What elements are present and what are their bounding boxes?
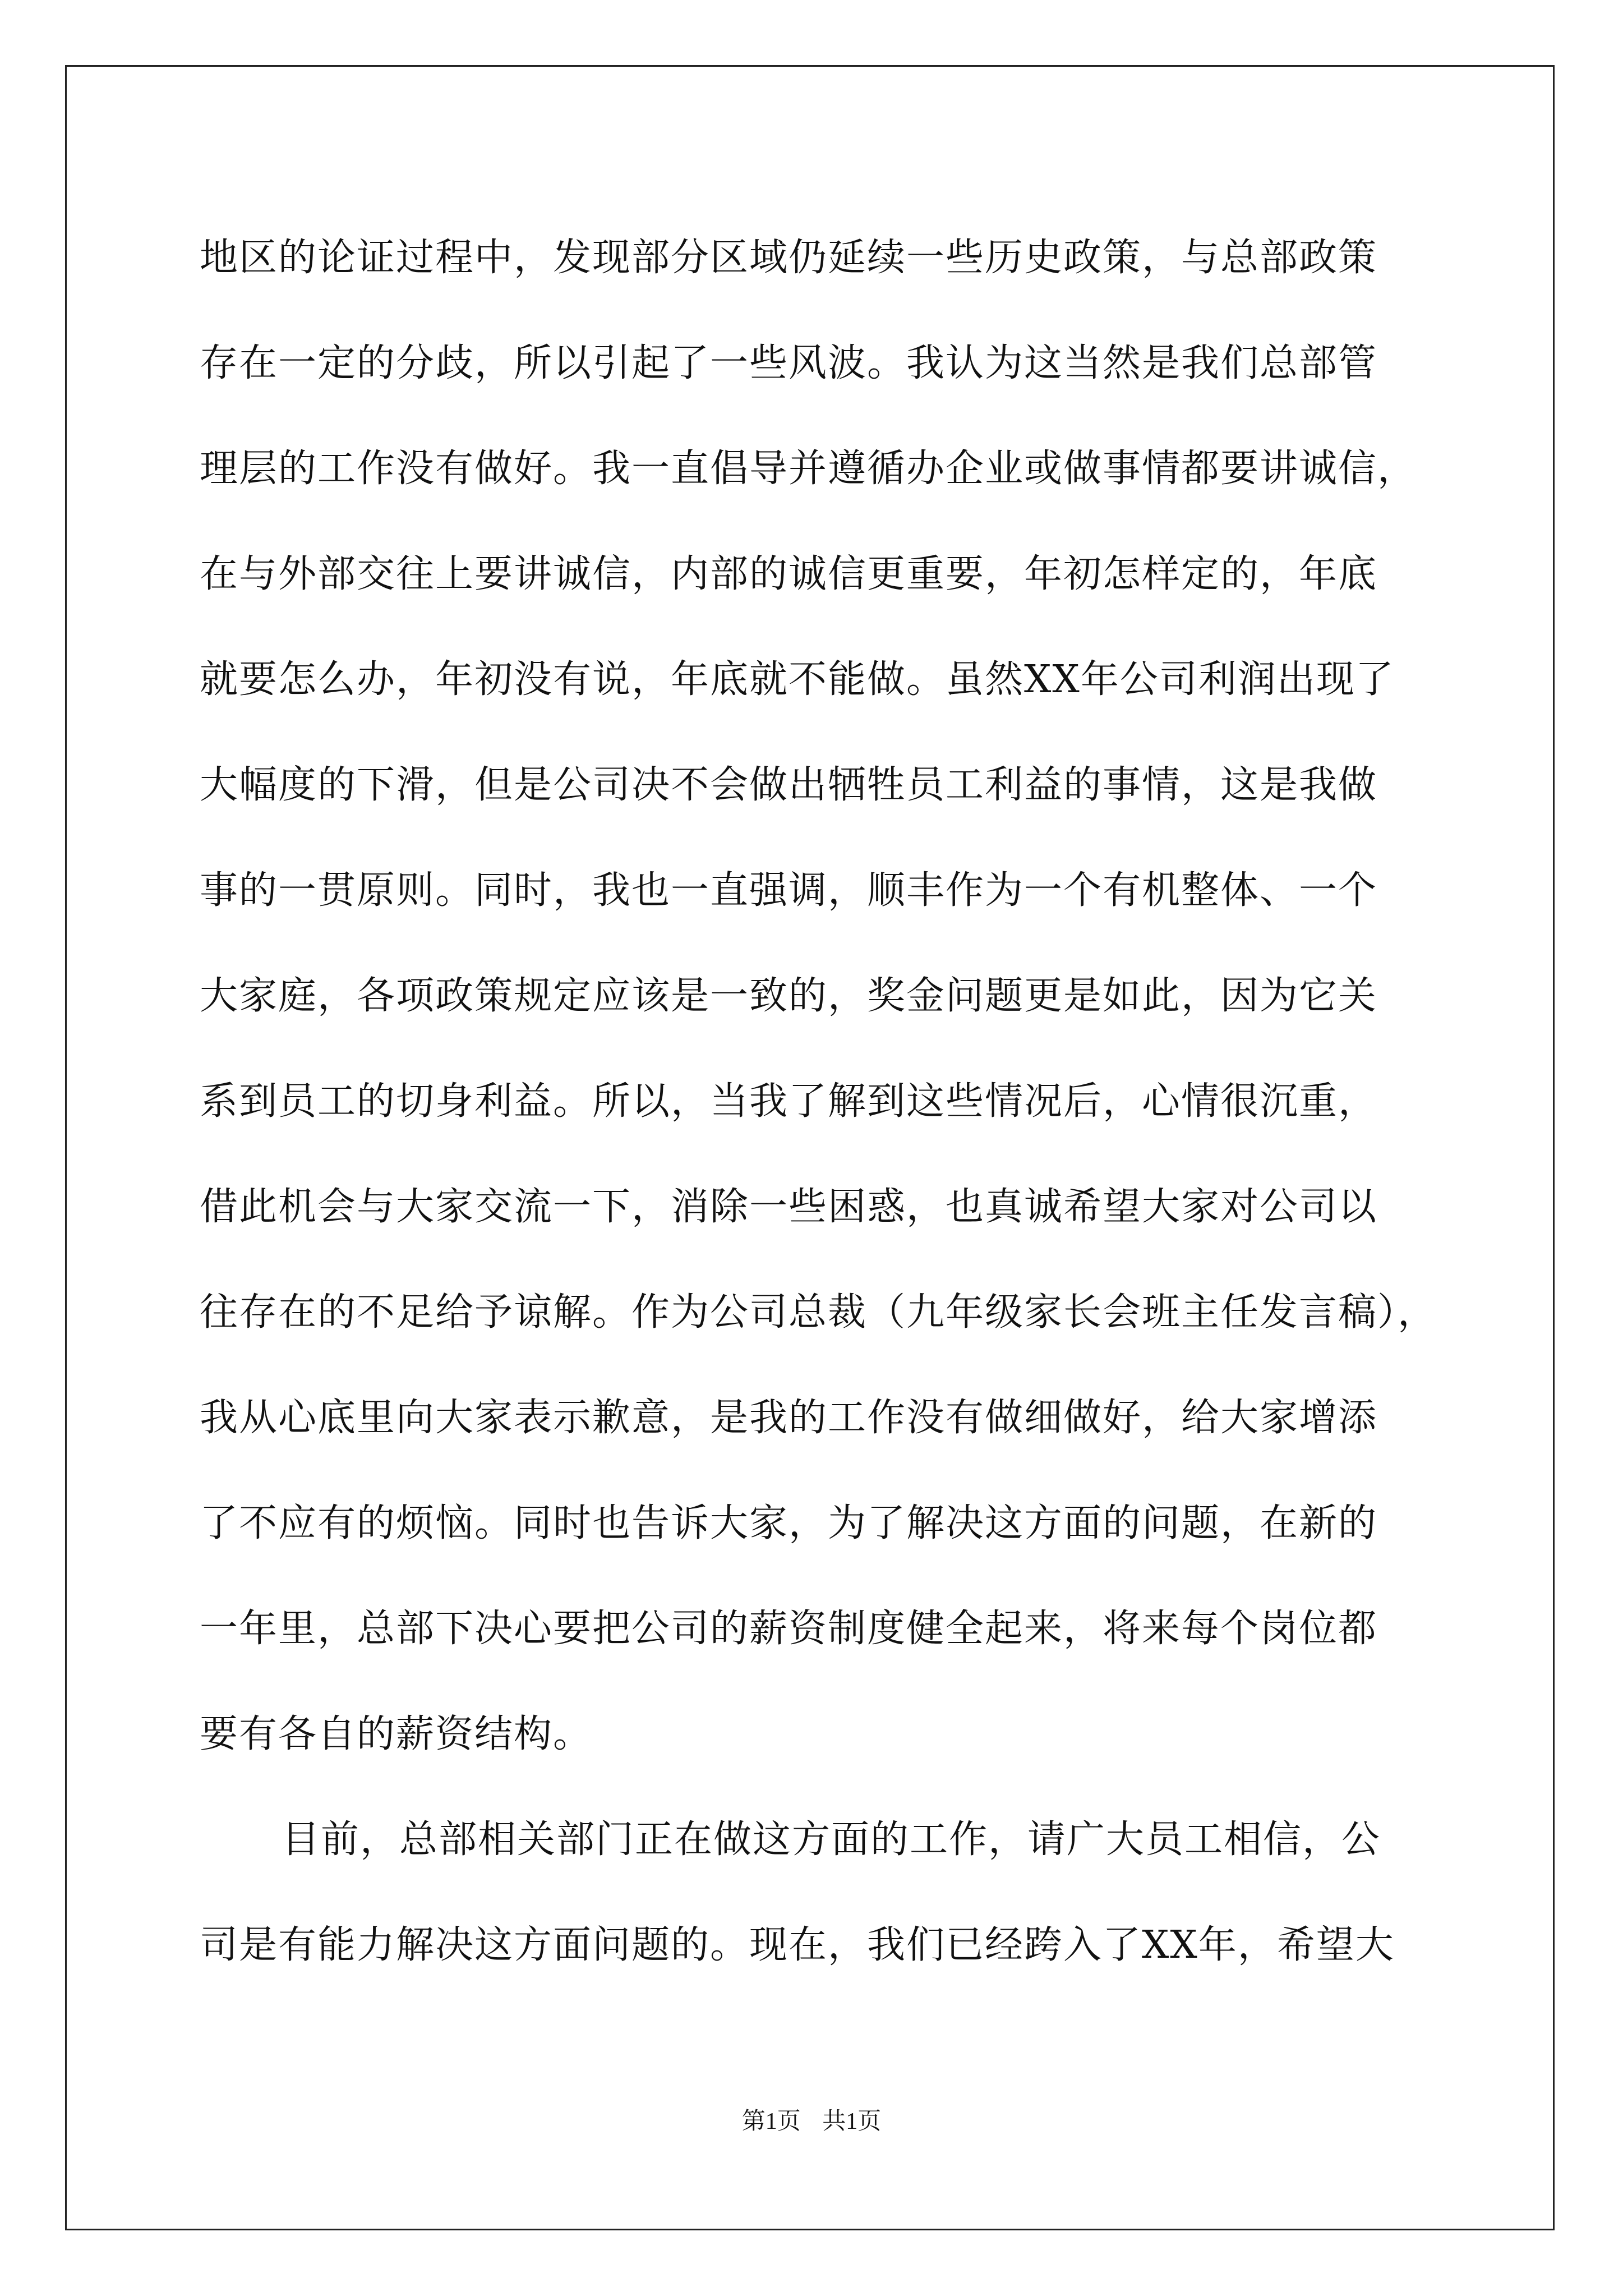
text-line: 理层的工作没有做好。我一直倡导并遵循办企业或做事情都要讲诚信， xyxy=(200,447,1417,491)
text-line: 司是有能力解决这方面问题的。现在，我们已经跨入了XX年，希望大 xyxy=(200,1923,1395,1967)
text-line: 要有各自的薪资结构。 xyxy=(200,1712,593,1756)
text-line: 了不应有的烦恼。同时也告诉大家，为了解决这方面的问题，在新的 xyxy=(200,1501,1378,1545)
text-line: 一年里，总部下决心要把公司的薪资制度健全起来，将来每个岗位都 xyxy=(200,1607,1378,1651)
paragraph-first-line: 目前，总部相关部门正在做这方面的工作，请广大员工相信，公 xyxy=(282,1818,1381,1862)
text-line: 地区的论证过程中，发现部分区域仍延续一些历史政策，与总部政策 xyxy=(200,236,1378,280)
text-line: 系到员工的切身利益。所以，当我了解到这些情况后，心情很沉重， xyxy=(200,1079,1378,1124)
text-line: 就要怎么办，年初没有说，年底就不能做。虽然XX年公司利润出现了 xyxy=(200,657,1395,702)
text-line: 存在一定的分歧，所以引起了一些风波。我认为这当然是我们总部管 xyxy=(200,341,1378,385)
text-line: 我从心底里向大家表示歉意，是我的工作没有做细做好，给大家增添 xyxy=(200,1396,1378,1440)
page-footer xyxy=(0,2105,1623,2138)
document-body xyxy=(200,205,1490,1998)
text-line: 在与外部交往上要讲诚信，内部的诚信更重要，年初怎样定的，年底 xyxy=(200,552,1378,596)
text-line: 大幅度的下滑，但是公司决不会做出牺牲员工利益的事情，这是我做 xyxy=(200,763,1378,807)
text-line: 事的一贯原则。同时，我也一直强调，顺丰作为一个有机整体、一个 xyxy=(200,868,1378,913)
text-line: 往存在的不足给予谅解。作为公司总裁（九年级家长会班主任发言稿）， xyxy=(200,1290,1437,1335)
page-total: 共1页 xyxy=(822,2109,882,2134)
text-line: 大家庭，各项政策规定应该是一致的，奖金问题更是如此，因为它关 xyxy=(200,974,1378,1018)
page-number: 第1页 xyxy=(741,2109,801,2134)
text-line: 借此机会与大家交流一下，消除一些困惑，也真诚希望大家对公司以 xyxy=(200,1185,1378,1229)
